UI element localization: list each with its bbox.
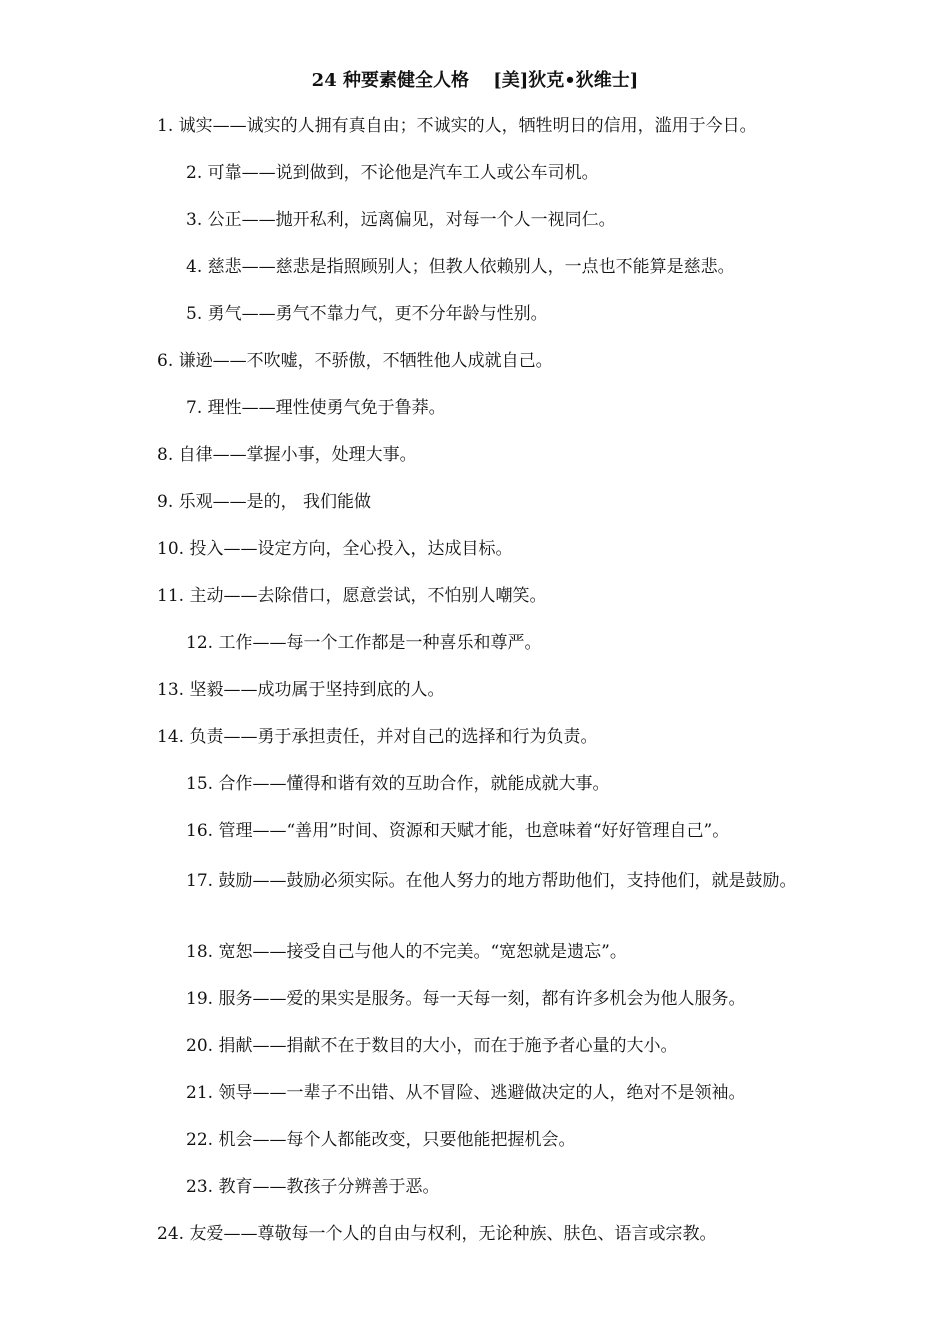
list-item: 15. 合作——懂得和谐有效的互助合作，就能成就大事。 bbox=[186, 774, 610, 794]
list-item: 20. 捐献——捐献不在于数目的大小，而在于施予者心量的大小。 bbox=[186, 1036, 678, 1056]
list-item: 3. 公正——抛开私利，远离偏见，对每一个人一视同仁。 bbox=[186, 210, 616, 230]
list-item: 10. 投入——设定方向，全心投入，达成目标。 bbox=[157, 539, 513, 559]
list-item: 12. 工作——每一个工作都是一种喜乐和尊严。 bbox=[186, 633, 542, 653]
list-item: 8. 自律——掌握小事，处理大事。 bbox=[157, 445, 417, 465]
list-item: 23. 教育——教孩子分辨善于恶。 bbox=[186, 1177, 440, 1197]
list-item: 16. 管理——“善用”时间、资源和天赋才能，也意味着“好好管理自己”。 bbox=[186, 821, 730, 841]
list-item: 6. 谦逊——不吹嘘，不骄傲，不牺牲他人成就自己。 bbox=[157, 351, 553, 371]
list-item: 4. 慈悲——慈悲是指照顾别人；但教人依赖别人，一点也不能算是慈悲。 bbox=[186, 257, 735, 277]
list-item: 2. 可靠——说到做到，不论他是汽车工人或公车司机。 bbox=[186, 163, 599, 183]
list-item: 7. 理性——理性使勇气免于鲁莽。 bbox=[186, 398, 446, 418]
list-item: 19. 服务——爱的果实是服务。每一天每一刻，都有许多机会为他人服务。 bbox=[186, 989, 746, 1009]
list-item: 11. 主动——去除借口，愿意尝试，不怕别人嘲笑。 bbox=[157, 586, 547, 606]
list-item: 5. 勇气——勇气不靠力气，更不分年龄与性别。 bbox=[186, 304, 548, 324]
list-item: 21. 领导——一辈子不出错、从不冒险、逃避做决定的人，绝对不是领袖。 bbox=[186, 1083, 746, 1103]
list-item: 22. 机会——每个人都能改变，只要他能把握机会。 bbox=[186, 1130, 576, 1150]
list-item: 14. 负责——勇于承担责任，并对自己的选择和行为负责。 bbox=[157, 727, 598, 747]
list-item: 17. 鼓励——鼓励必须实际。在他人努力的地方帮助他们，支持他们，就是鼓励。 bbox=[186, 871, 797, 891]
list-item: 1. 诚实——诚实的人拥有真自由；不诚实的人，牺牲明日的信用，滥用于今日。 bbox=[157, 116, 757, 136]
page-title: 24 种要素健全人格 [美]狄克•狄维士] bbox=[311, 70, 639, 91]
list-item: 13. 坚毅——成功属于坚持到底的人。 bbox=[157, 680, 445, 700]
list-item: 9. 乐观——是的， 我们能做 bbox=[157, 492, 372, 512]
list-item: 18. 宽恕——接受自己与他人的不完美。“宽恕就是遗忘”。 bbox=[186, 942, 627, 962]
list-item: 24. 友爱——尊敬每一个人的自由与权利，无论种族、肤色、语言或宗教。 bbox=[157, 1224, 717, 1244]
